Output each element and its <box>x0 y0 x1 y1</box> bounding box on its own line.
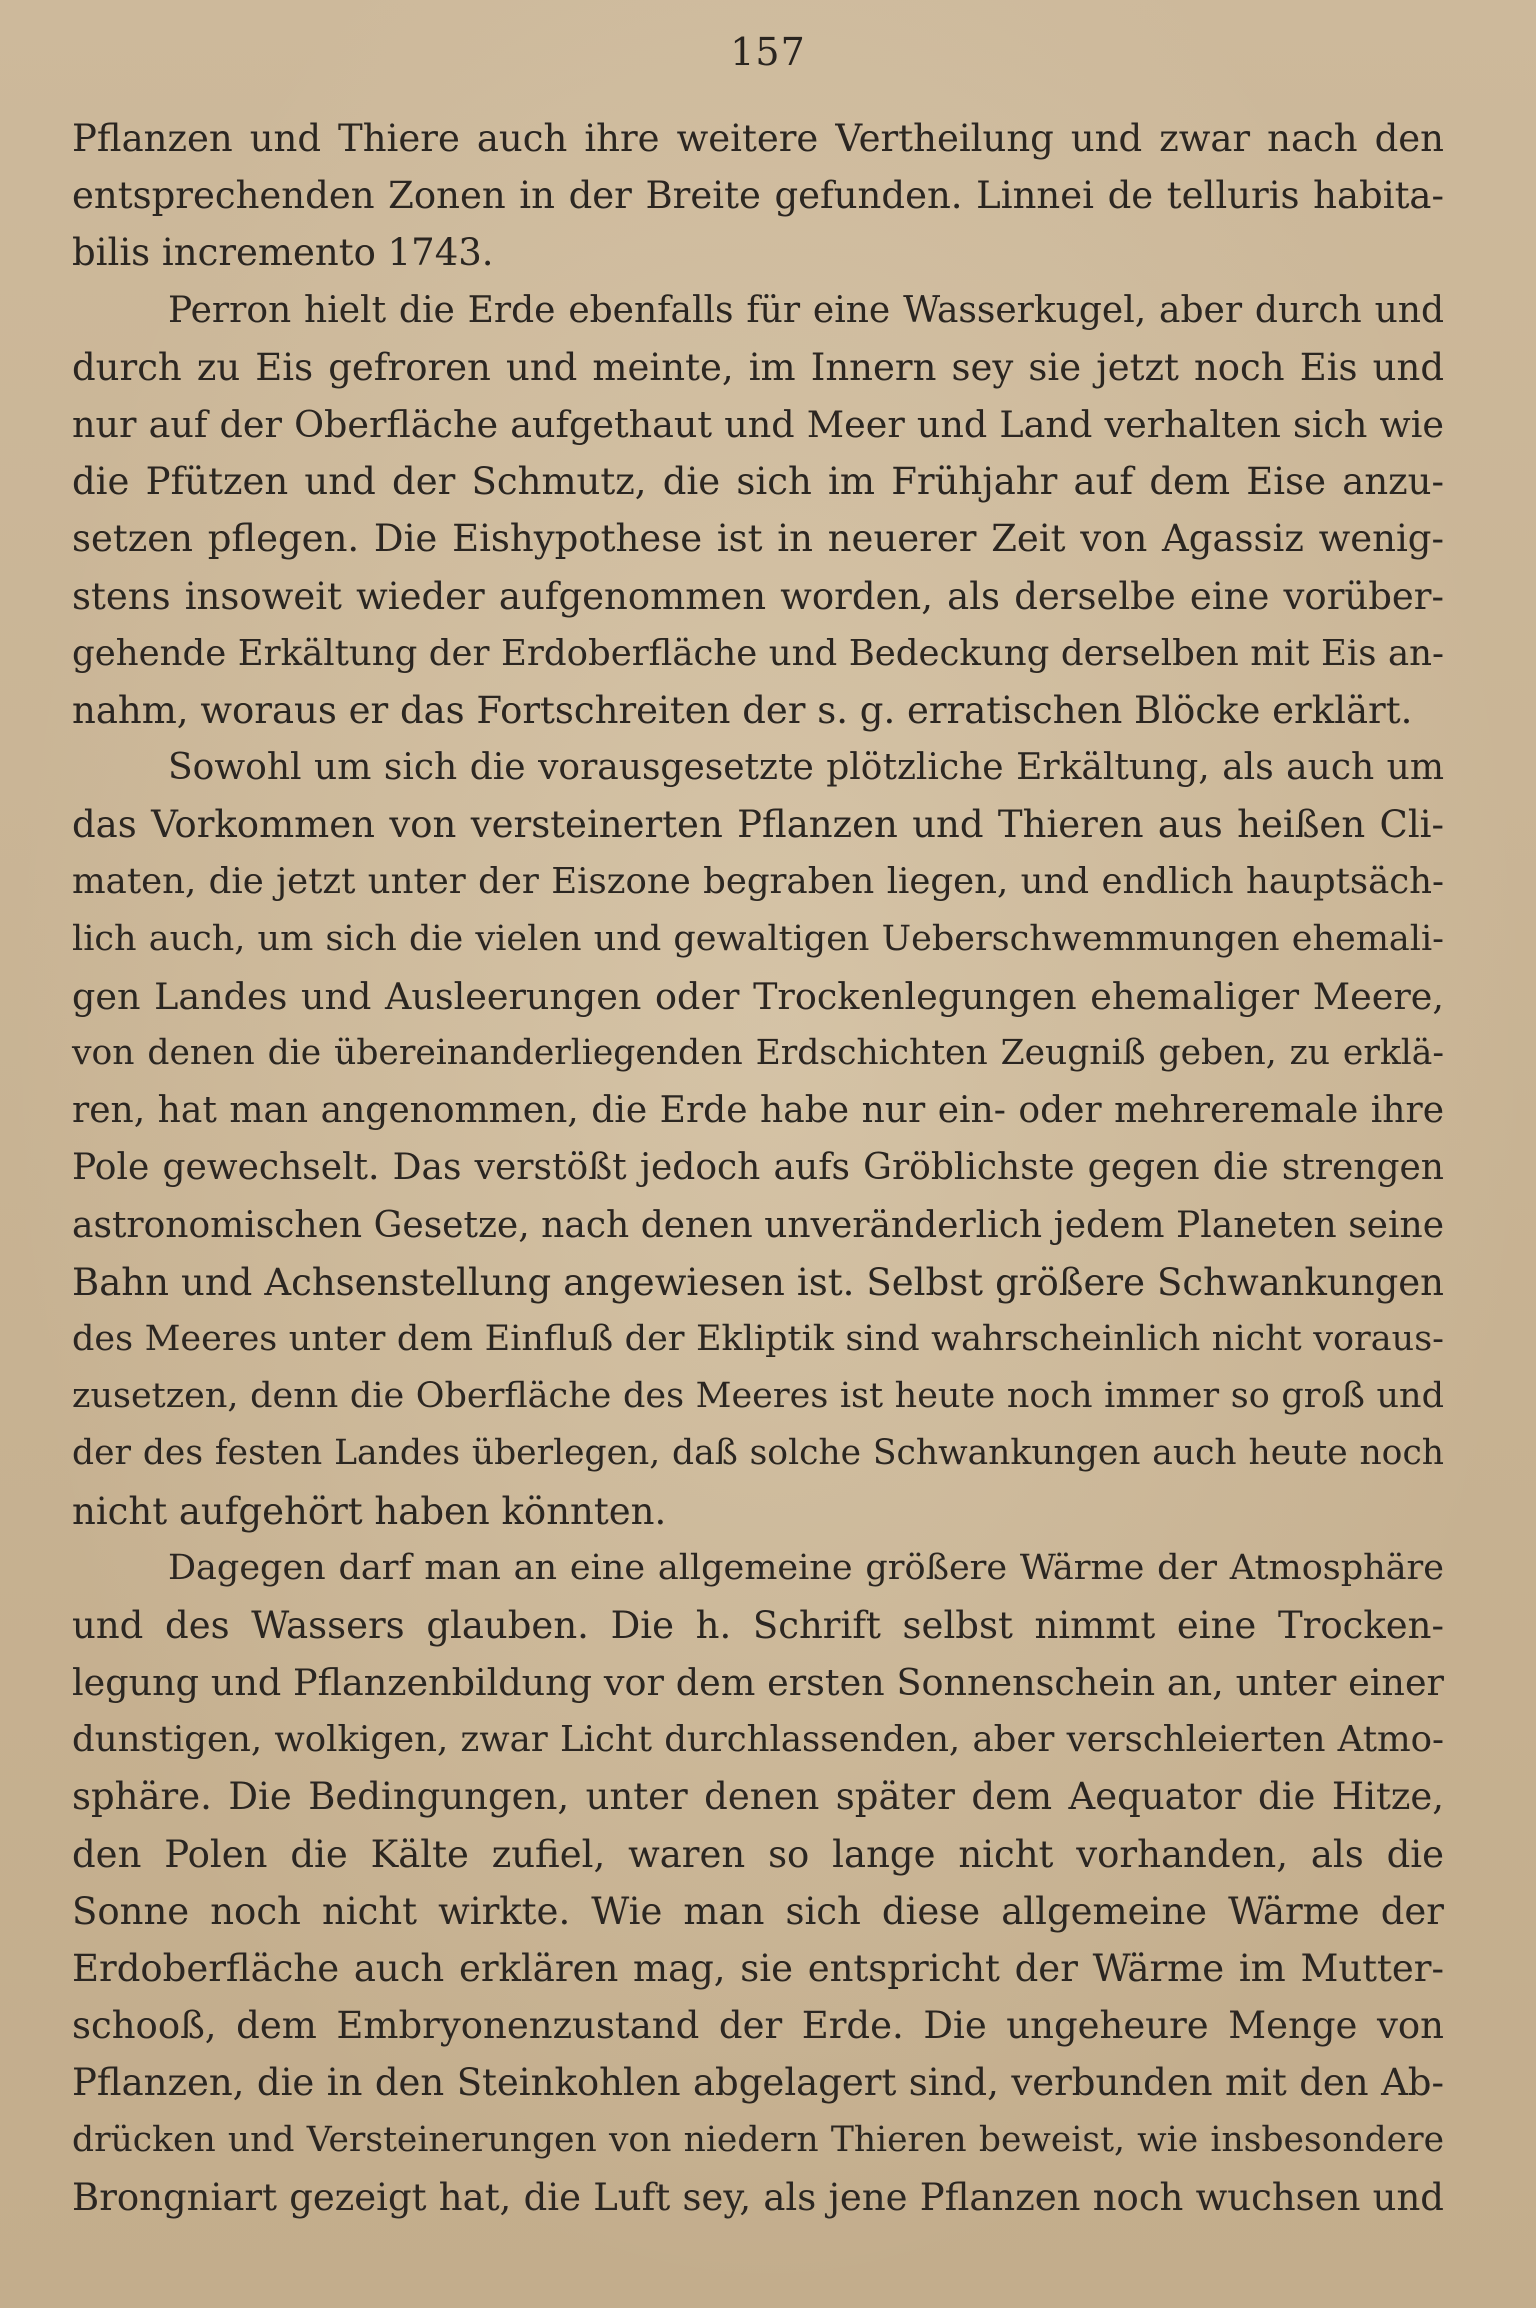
text-line: ren, hat man angenommen, die Erde habe nur ein- oder mehreremale ihre <box>72 1090 1444 1132</box>
text-line: den Polen die Kälte zufiel, waren so lange nicht vorhanden, als die <box>72 1832 1444 1876</box>
text-line: gen Landes und Ausleerungen oder Trockenlegungen ehemaliger Meere, <box>72 974 1444 1018</box>
paragraph-start-line: Dagegen darf man an eine allgemeine größere Wärme der Atmosphäre <box>168 1547 1444 1588</box>
text-line: stens insoweit wieder aufgenommen worden, als derselbe eine vorüber- <box>72 574 1444 618</box>
text-line: Pflanzen, die in den Steinkohlen abgelagert sind, verbunden mit den Ab- <box>72 2061 1444 2105</box>
text-line: zusetzen, denn die Oberfläche des Meeres ist heute noch immer so groß und <box>72 1376 1444 1417</box>
text-line: astronomischen Gesetze, nach denen unveränderlich jedem Planeten seine <box>72 1204 1444 1246</box>
text-line: entsprechenden Zonen in der Breite gefunden. Linnei de telluris habita- <box>72 174 1444 218</box>
text-line: von denen die übereinanderliegenden Erdschichten Zeugniß geben, zu erklä- <box>72 1033 1444 1073</box>
text-line: durch zu Eis gefroren und meinte, im Innern sey sie jetzt noch Eis und <box>72 345 1444 389</box>
text-line: der des festen Landes überlegen, daß solche Schwankungen auch heute noch <box>72 1433 1444 1474</box>
text-line: nur auf der Oberfläche aufgethaut und Meer und Land verhalten sich wie <box>72 402 1444 446</box>
paragraph-start-line: Sowohl um sich die vorausgesetzte plötzliche Erkältung, als auch um <box>168 747 1444 789</box>
text-line: Pflanzen und Thiere auch ihre weitere Vertheilung und zwar nach den <box>72 117 1444 160</box>
text-line: Sonne noch nicht wirkte. Wie man sich diese allgemeine Wärme der <box>72 1889 1444 1933</box>
paragraph-start-line: Perron hielt die Erde ebenfalls für eine Wasserkugel, aber durch und <box>168 289 1444 331</box>
text-line: sphäre. Die Bedingungen, unter denen später dem Aequator die Hitze, <box>72 1775 1444 1819</box>
text-line: die Pfützen und der Schmutz, die sich im Frühjahr auf dem Eise anzu- <box>72 460 1444 504</box>
text-line: drücken und Versteinerungen von niedern Thieren beweist, wie insbesondere <box>72 2119 1444 2160</box>
text-line: des Meeres unter dem Einfluß der Ekliptik sind wahrscheinlich nicht voraus- <box>72 1318 1444 1359</box>
text-line: setzen pflegen. Die Eishypothese ist in neuerer Zeit von Agassiz wenig- <box>72 517 1444 561</box>
text-line: nicht aufgehört haben könnten. <box>72 1489 667 1533</box>
text-line: lich auch, um sich die vielen und gewaltigen Ueberschwemmungen ehemali- <box>72 918 1444 959</box>
text-line: legung und Pflanzenbildung vor dem ersten Sonnenschein an, unter einer <box>72 1661 1444 1705</box>
page-number: 157 <box>730 30 806 74</box>
text-line: und des Wassers glauben. Die h. Schrift selbst nimmt eine Trocken- <box>72 1603 1444 1647</box>
text-line: maten, die jetzt unter der Eiszone begraben liegen, und endlich hauptsäch- <box>72 861 1444 903</box>
text-line: das Vorkommen von versteinerten Pflanzen und Thieren aus heißen Cli- <box>72 803 1444 847</box>
text-line: Pole gewechselt. Das verstößt jedoch aufs Gröblichste gegen die strengen <box>72 1147 1444 1189</box>
text-line: Brongniart gezeigt hat, die Luft sey, als jene Pflanzen noch wuchsen und <box>72 2175 1444 2219</box>
body-text <box>72 110 1444 2226</box>
text-line: dunstigen, wolkigen, zwar Licht durchlassenden, aber verschleierten Atmo- <box>72 1719 1444 1761</box>
text-line: gehende Erkältung der Erdoberfläche und Bedeckung derselben mit Eis an- <box>72 632 1444 674</box>
text-line: Erdoberfläche auch erklären mag, sie entspricht der Wärme im Mutter- <box>72 1947 1444 1990</box>
text-line: schooß, dem Embryonenzustand der Erde. Die ungeheure Menge von <box>72 2004 1444 2048</box>
text-line: bilis incremento 1743. <box>72 231 494 275</box>
text-line: Bahn und Achsenstellung angewiesen ist. Selbst größere Schwankungen <box>72 1260 1444 1304</box>
text-line: nahm, woraus er das Fortschreiten der s. g. erratischen Blöcke erklärt. <box>72 688 1413 732</box>
